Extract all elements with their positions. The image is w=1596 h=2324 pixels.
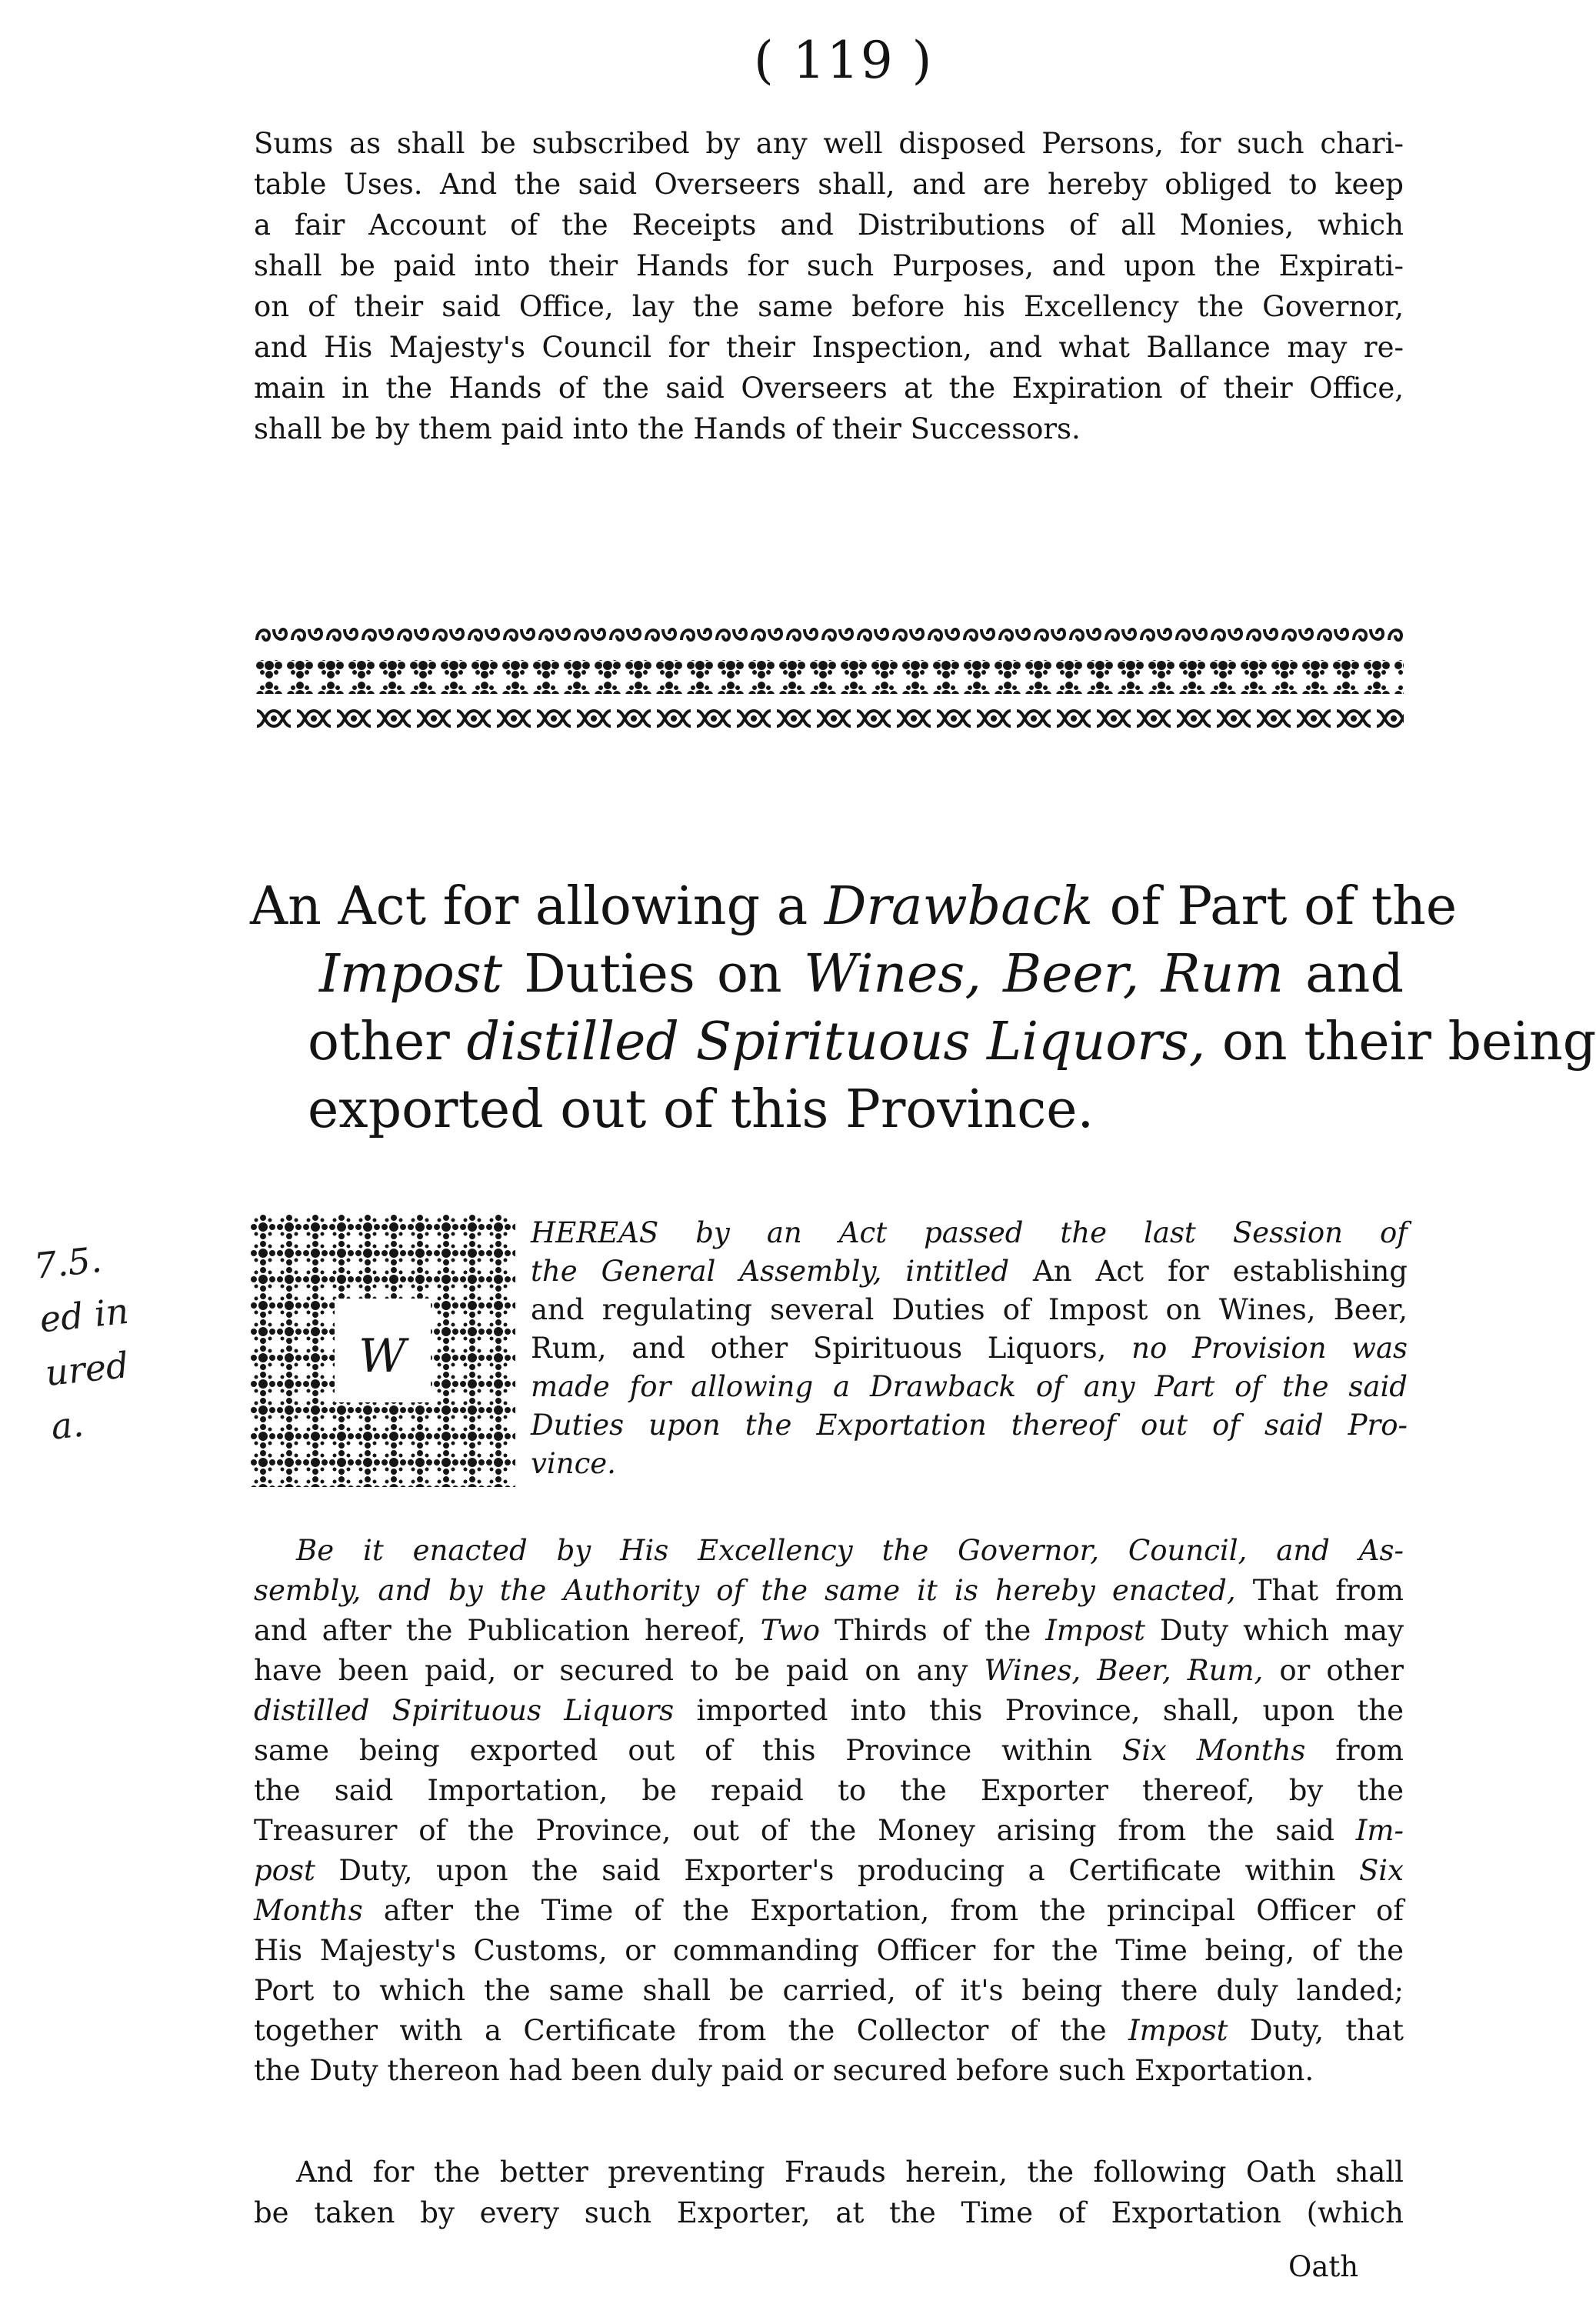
- text-line: and His Majesty's Council for their Inspection, and what Ballance may re-: [254, 331, 1404, 364]
- text-line: the said Importation, be repaid to the Exporter thereof, by the: [254, 1774, 1404, 1807]
- text-line: shall be paid into their Hands for such Purposes, and upon the Expirati-: [254, 249, 1404, 282]
- text-line: shall be by them paid into the Hands of their Successors.: [254, 412, 1081, 445]
- title-text: and: [1283, 944, 1404, 1005]
- text-line: Sums as shall be subscribed by any well disposed Persons, for such chari-: [254, 127, 1404, 160]
- act-title: [250, 873, 1596, 1144]
- roman-text: An Act for establishing: [1009, 1255, 1408, 1288]
- italic-text: no Provision was: [1131, 1332, 1408, 1365]
- text-line: [531, 1368, 1408, 1406]
- text-line: and regulating several Duties of Impost on Wines, Beer,: [531, 1293, 1408, 1326]
- text-line: [254, 1891, 1404, 1931]
- italic-text: Impost: [1045, 1614, 1145, 1647]
- printers-ornament-band: [254, 622, 1404, 737]
- roman-text: together with a Certificate from the Collector of the: [254, 2014, 1128, 2047]
- italic-text: Six Months: [1121, 1734, 1306, 1767]
- title-italic-text: Impost: [319, 944, 503, 1005]
- title-italic-text: distilled Spirituous Liquors,: [466, 1012, 1206, 1072]
- italic-text: Impost: [1128, 2014, 1228, 2047]
- text-line: [254, 1851, 1404, 1891]
- ornament-graphic: [254, 622, 1404, 737]
- text-line: [531, 1252, 1408, 1291]
- italic-text: distilled Spirituous Liquors: [254, 1694, 675, 1727]
- roman-text: That from: [1235, 1574, 1404, 1607]
- roman-text: Duty which may: [1145, 1614, 1404, 1647]
- italic-text: Im-: [1355, 1814, 1404, 1847]
- text-line: the Duty thereon had been duly paid or secured before such Exportation.: [254, 2054, 1314, 2087]
- title-line: [250, 1009, 1596, 1076]
- catchword: Oath: [1288, 2250, 1359, 2283]
- text-line: [254, 2011, 1404, 2051]
- italic-text: post: [254, 1854, 315, 1887]
- text-line: [254, 1811, 1404, 1851]
- enacting-clause: [254, 1531, 1404, 2091]
- margin-note-line: ed in: [38, 1289, 131, 1341]
- text-line: main in the Hands of the said Overseers at the Expiration of their Office,: [254, 372, 1404, 405]
- page-number: ( 119 ): [754, 31, 934, 90]
- text-line: [531, 1445, 1408, 1483]
- italic-text: Six: [1358, 1854, 1404, 1887]
- roman-text: after the Time of the Exportation, from the principal Officer of: [362, 1894, 1404, 1927]
- text-line: a fair Account of the Receipts and Distributions of all Monies, which: [254, 208, 1404, 242]
- text-line: [254, 1611, 1404, 1651]
- roman-text: from: [1305, 1734, 1404, 1767]
- margin-note-line: 7.5.: [32, 1239, 104, 1287]
- title-text: of Part of the: [1093, 876, 1458, 937]
- text-line: on of their said Office, lay the same before his Excellency the Governor,: [254, 290, 1404, 323]
- italic-text: vince.: [531, 1447, 616, 1480]
- text-line: [254, 1731, 1404, 1771]
- title-italic-text: Drawback: [824, 876, 1094, 937]
- text-line: His Majesty's Customs, or commanding Officer for the Time being, of the: [254, 1934, 1404, 1967]
- text-line: [254, 1531, 1404, 1571]
- title-text: An Act for allowing a: [250, 876, 825, 937]
- italic-text: sembly, and by the Authority of the same it is hereby enacted,: [254, 1574, 1236, 1607]
- text-line: Port to which the same shall be carried, of it's being there duly landed;: [254, 1974, 1404, 2007]
- ornamental-drop-cap: [250, 1214, 515, 1487]
- title-text: on their being: [1205, 1012, 1596, 1072]
- roman-text: or other: [1263, 1654, 1404, 1687]
- italic-text: Wines, Beer, Rum,: [984, 1654, 1264, 1687]
- oath-clause: [254, 2152, 1404, 2233]
- roman-text: imported into this Province, shall, upon the: [674, 1694, 1404, 1727]
- italic-text: Duties upon the Exportation thereof out of said Pro-: [531, 1409, 1408, 1442]
- title-text: other: [308, 1012, 467, 1072]
- italic-text: made for allowing a Drawback of any Part of the said: [531, 1370, 1408, 1403]
- margin-note-line: a.: [48, 1402, 86, 1448]
- roman-text: Treasurer of the Province, out of the Money arising from the said: [254, 1814, 1356, 1847]
- text-line: be taken by every such Exporter, at the Time of Exportation (which: [254, 2196, 1404, 2229]
- italic-text: the General Assembly, intitled: [531, 1255, 1010, 1288]
- text-line: [531, 1214, 1408, 1252]
- italic-text: Two: [760, 1614, 821, 1647]
- whereas-clause: [531, 1214, 1408, 1483]
- title-italic-text: Wines, Beer, Rum: [803, 944, 1284, 1005]
- italic-text: Months: [254, 1894, 363, 1927]
- roman-text: Duty, that: [1228, 2014, 1404, 2047]
- text-line: [531, 1329, 1408, 1368]
- roman-text: and after the Publication hereof,: [254, 1614, 761, 1647]
- roman-text: have been paid, or secured to be paid on any: [254, 1654, 985, 1687]
- roman-text: Duty, upon the said Exporter's producing a Certificate within: [315, 1854, 1359, 1887]
- text-line: [531, 1406, 1408, 1445]
- roman-text: same being exported out of this Province within: [254, 1734, 1122, 1767]
- title-line: [250, 873, 1458, 941]
- text-line: And for the better preventing Frauds herein, the following Oath shall: [296, 2156, 1404, 2189]
- text-line: [254, 1651, 1404, 1691]
- text-line: [254, 1691, 1404, 1731]
- margin-note-line: ured: [43, 1344, 131, 1395]
- handwritten-margin-note: [32, 1223, 207, 1453]
- text-line: table Uses. And the said Overseers shall, and are hereby obliged to keep: [254, 168, 1404, 201]
- title-line: exported out of this Province.: [308, 1079, 1095, 1140]
- title-line: [250, 941, 1404, 1009]
- top-paragraph: [254, 123, 1404, 449]
- drop-cap-frame: [250, 1214, 515, 1487]
- title-text: Duties on: [502, 944, 804, 1005]
- text-line: [254, 1571, 1404, 1611]
- roman-text: Rum, and other Spirituous Liquors,: [531, 1332, 1132, 1365]
- roman-text: Thirds of the: [820, 1614, 1046, 1647]
- italic-text: HEREAS by an Act passed the last Session of: [531, 1216, 1408, 1249]
- italic-text: Be it enacted by His Excellency the Governor, Council, and As-: [296, 1534, 1404, 1567]
- drop-cap-letter: W: [358, 1329, 406, 1383]
